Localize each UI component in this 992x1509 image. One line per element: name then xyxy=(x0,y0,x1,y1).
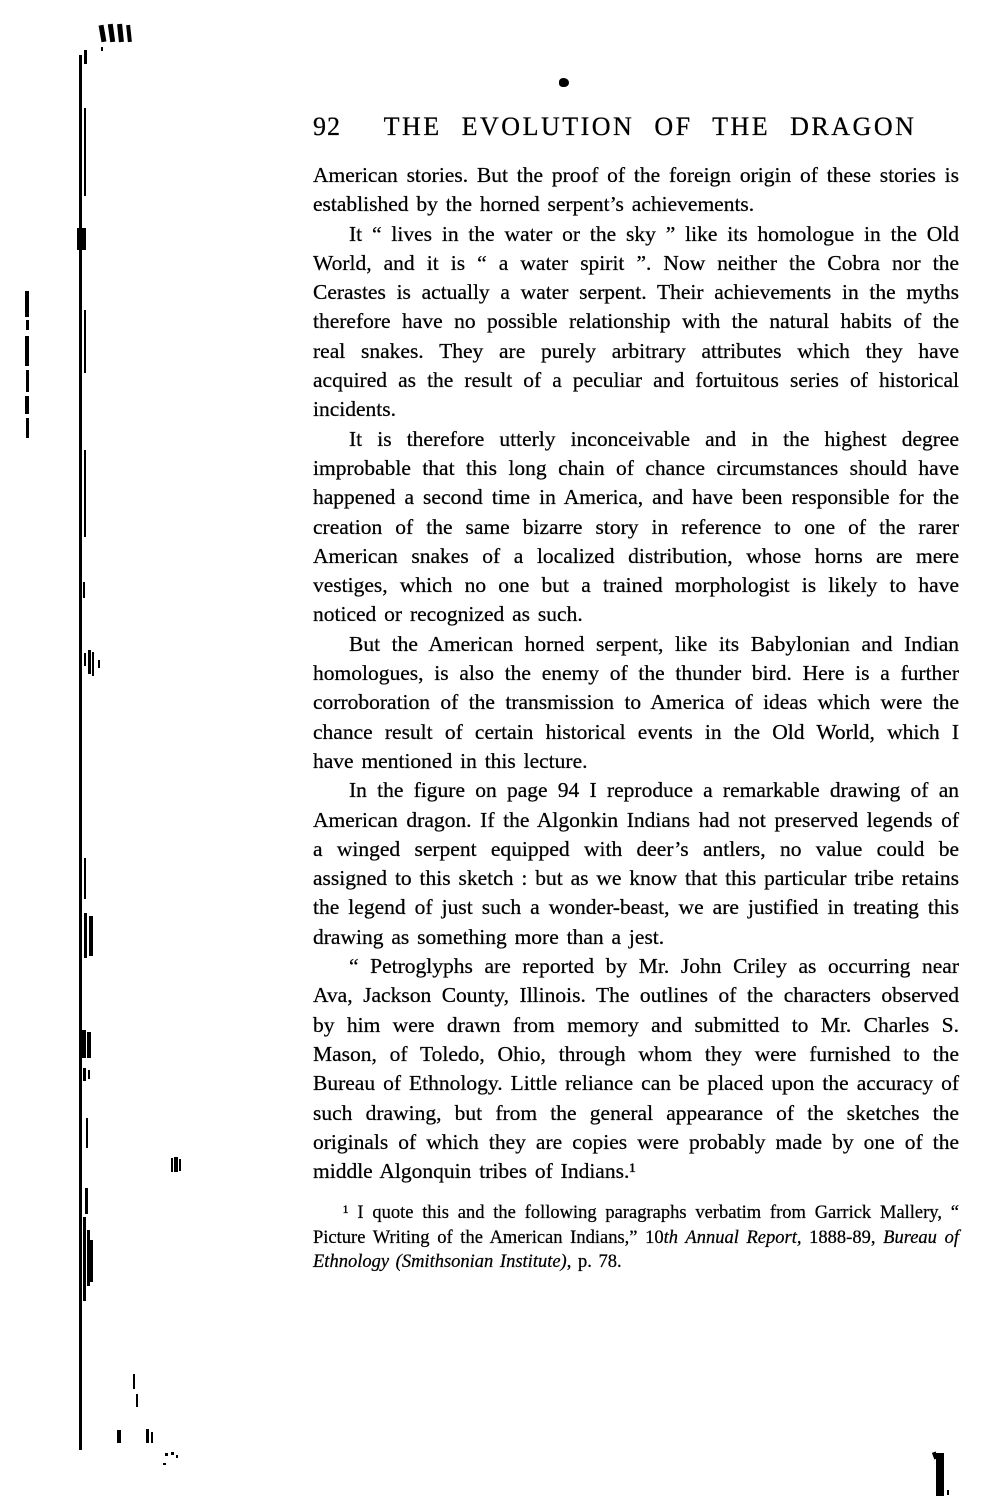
scan-artifact xyxy=(88,650,91,674)
scan-artifact xyxy=(174,1157,178,1172)
page-header xyxy=(313,112,959,142)
footnote-citation-italic: th Annual Report, xyxy=(663,1227,802,1248)
scan-artifact xyxy=(84,913,87,958)
scan-artifact xyxy=(151,1432,153,1443)
scan-artifact xyxy=(25,291,29,317)
paragraph: “ Petroglyphs are reported by Mr. John Criley as occurring near Ava, Jackson County, Illinois. The outlines of the characters observed by him were drawn from memory and submitted to Mr. Charles S. Mason, of Toledo, Ohio, through whom they were furnished to the Bureau of Ethnology. Little reliance can be placed upon the accuracy of such drawing, but from the general appearance of the sketches the originals of which they are copies were probably made by one of the middle Algonquin tribes of Indians.¹ xyxy=(313,954,959,1184)
scan-artifact xyxy=(83,1217,86,1301)
scan-artifact xyxy=(84,50,87,64)
paragraph: It “ lives in the water or the sky ” like its homologue in the Old World, and it is “ a water spirit ”. Now neither the Cobra nor the Cerastes is actually a water serpent. Their achievements in the myths therefore have no possible relationship with the natural habits of the real snakes. They are purely arbitrary attributes which they have acquired as the result of a peculiar and fortuitous series of historical incidents. xyxy=(313,221,959,422)
scan-artifact xyxy=(171,1158,173,1172)
body-text xyxy=(313,161,959,1186)
paragraph: But the American horned serpent, like its Babylonian and Indian homologues, is also the enemy of the thunder bird. Here is a further corroboration of the transmission to America of ideas which were the chance result of certain historical events in the Old World, which I have mentioned in this lecture. xyxy=(313,631,959,773)
paragraph: It is therefore utterly inconceivable and in the highest degree improbable that this long chain of chance circumstances should have happened a second time in America, and have been responsible for the creation of the same bizarre story in reference to one of the rarer American snakes of a localized distribution, whose horns are mere vestiges, which no one but a trained morphologist is likely to have noticed or recognized as such. xyxy=(313,426,959,627)
scan-artifact xyxy=(101,47,103,51)
scan-artifact xyxy=(83,582,85,598)
scan-artifact xyxy=(85,1188,88,1214)
scan-artifact xyxy=(81,1030,86,1058)
footnote-text: , p. 78. xyxy=(566,1252,622,1273)
scan-artifact xyxy=(83,1068,86,1081)
scan-artifact xyxy=(136,1394,138,1407)
scan-artifact xyxy=(179,1159,181,1171)
footnote-citation-italic: Bureau of Ethnology (Smithsonian Institute) xyxy=(313,1227,959,1273)
scan-artifact xyxy=(90,1240,93,1282)
scan-artifact xyxy=(87,1032,91,1058)
scan-artifact xyxy=(84,310,86,373)
scan-artifact xyxy=(108,24,115,43)
scan-artifact xyxy=(133,1374,135,1389)
paragraph: American stories. But the proof of the foreign origin of these stories is established by the horned serpent’s achievements. xyxy=(313,163,959,217)
scan-artifact xyxy=(117,1430,121,1443)
paragraph: In the figure on page 94 I reproduce a remarkable drawing of an American dragon. If the Algonkin Indians had not preserved legends of a winged serpent equipped with deer’s antlers, no value could be assigned to this sketch : but as we know that this particular tribe retains the legend of just such a wonder-beast, we are justified in treating this drawing as something more than a jest. xyxy=(313,778,959,949)
footnote-text: 1888-89, xyxy=(801,1227,884,1248)
scan-artifact xyxy=(79,55,82,1450)
scan-artifact xyxy=(176,1455,178,1458)
scan-artifact xyxy=(165,1453,168,1456)
scan-artifact xyxy=(99,25,107,43)
scan-artifact xyxy=(26,418,29,438)
scan-artifact xyxy=(26,320,29,330)
scan-artifact xyxy=(25,336,29,366)
scan-artifact xyxy=(947,1490,949,1495)
scan-artifact xyxy=(26,370,29,392)
scan-artifact xyxy=(126,25,132,42)
ink-blot xyxy=(559,78,569,87)
scan-artifact xyxy=(77,228,86,250)
footnote-text: ¹ I quote this and the following paragraphs verbatim from Garrick Mallery, “ Picture Writing of the American Indians,” 10 xyxy=(313,1203,959,1248)
page-number: 92 xyxy=(313,112,341,141)
scan-artifact xyxy=(84,450,86,537)
scan-artifact xyxy=(936,1453,944,1496)
running-title: THE EVOLUTION OF THE DRAGON xyxy=(383,112,917,141)
scan-artifact xyxy=(163,1463,166,1465)
scan-artifact xyxy=(84,108,86,196)
scan-artifact xyxy=(86,1118,88,1148)
scan-artifact xyxy=(92,652,94,676)
scan-artifact xyxy=(84,653,86,666)
scan-artifact xyxy=(146,1429,149,1443)
scan-artifact xyxy=(117,24,124,42)
scan-artifact xyxy=(84,858,86,899)
scan-artifact xyxy=(89,916,93,956)
scan-artifact xyxy=(25,396,29,414)
scan-artifact xyxy=(171,1452,174,1455)
scan-artifact xyxy=(98,660,100,668)
footnote xyxy=(313,1201,959,1275)
scan-artifact xyxy=(88,1070,90,1079)
